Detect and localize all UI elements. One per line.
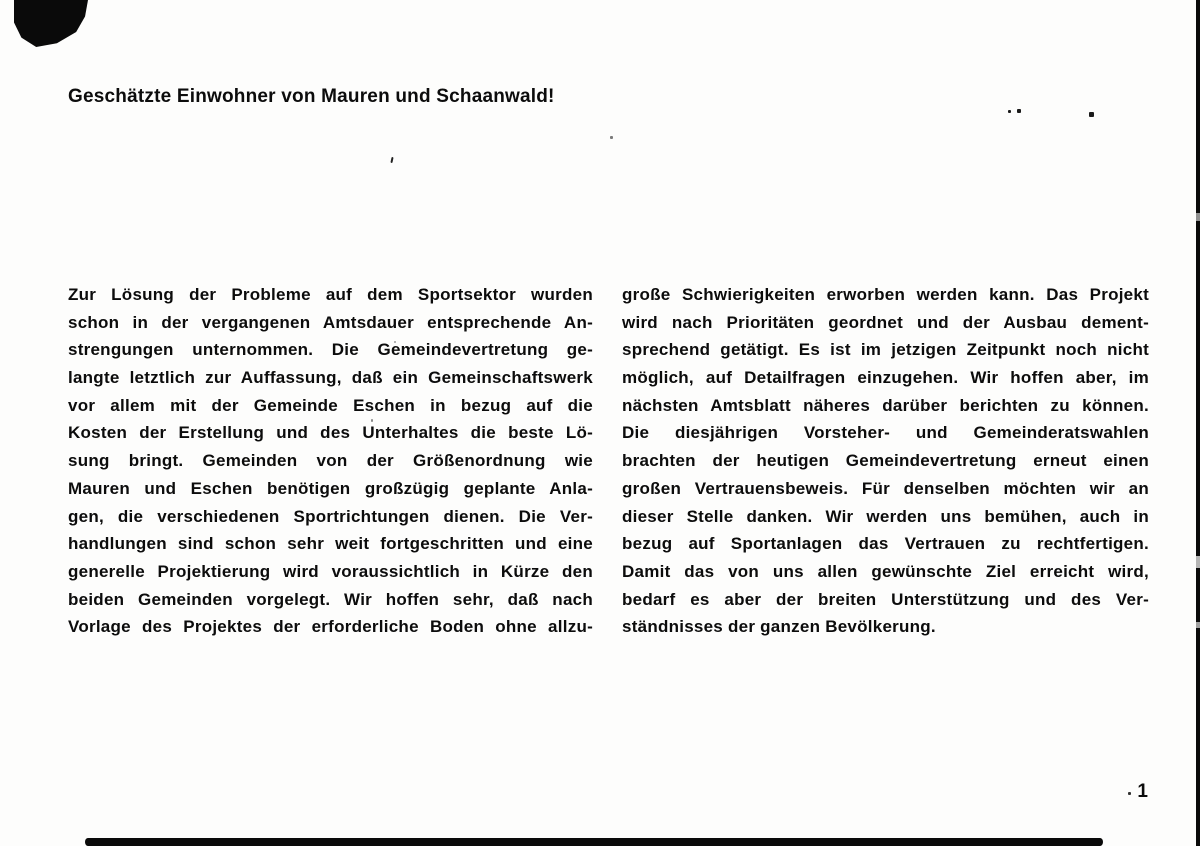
text-line: sung bringt. Gemeinden von der Größenordnung wie [68,451,593,471]
text-line: bedarf es aber der breiten Unterstützung und des Ver- [622,589,1149,609]
text-line: Damit das von uns allen gewünschte Ziel erreicht wird, [622,561,1149,581]
scan-speck [390,157,393,163]
text-line: strengungen unternommen. Die Gemeindevertretung ge- [68,340,593,360]
text-line: große Schwierigkeiten erworben werden kann. Das Projekt [622,285,1149,304]
text-line: sprechend getätigt. Es ist im jetzigen Zeitpunkt noch nicht [622,340,1149,360]
text-line: gen, die verschiedenen Sportrichtungen dienen. Die Ver- [68,506,593,526]
text-line: langte letztlich zur Auffassung, daß ein Gemeinschaftswerk [68,368,593,388]
text-line: vor allem mit der Gemeinde Eschen in bezug auf die [68,395,593,415]
text-column-right [622,281,1149,641]
scan-strip-notch [1196,622,1200,628]
right-edge-scan-strip-artifact [1196,0,1200,846]
text-line: bezug auf Sportanlagen das Vertrauen zu rechtfertigen. [622,534,1149,554]
page-heading: Geschätzte Einwohner von Mauren und Schaanwald! [68,86,555,107]
text-line: schon in der vergangenen Amtsdauer entsprechende An- [68,312,593,332]
text-line: Zur Lösung der Probleme auf dem Sportsektor wurden [68,285,593,304]
scan-speck [1017,109,1021,113]
text-line: möglich, auf Detailfragen einzugehen. Wir hoffen aber, im [622,368,1149,388]
scan-speck [610,136,613,139]
scan-speck [1089,112,1094,117]
bottom-scan-bar-artifact [85,838,1103,846]
text-column-left [68,281,593,641]
text-line: handlungen sind schon sehr weit fortgeschritten und eine [68,534,593,554]
text-line: dieser Stelle danken. Wir werden uns bemühen, auch in [622,506,1149,526]
text-line: großen Vertrauensbeweis. Für denselben möchten wir an [622,478,1149,498]
scan-strip-notch [1196,213,1200,221]
ink-blot-artifact [14,0,88,47]
text-line: Die diesjährigen Vorsteher- und Gemeinderatswahlen [622,423,1149,443]
page-number: 1 [1137,781,1148,802]
text-line: generelle Projektierung wird voraussichtlich in Kürze den [68,561,593,581]
scan-speck [1008,110,1011,113]
text-line: brachten der heutigen Gemeindevertretung erneut einen [622,451,1149,471]
text-line: Vorlage des Projektes der erforderliche Boden ohne allzu- [68,617,593,637]
text-line: Kosten der Erstellung und des Unterhaltes die beste Lö- [68,423,593,443]
text-line: ständnisses der ganzen Bevölkerung. [622,617,936,637]
text-line: wird nach Prioritäten geordnet und der Ausbau dement- [622,312,1149,332]
text-line: beiden Gemeinden vorgelegt. Wir hoffen sehr, daß nach [68,589,593,609]
scan-strip-notch [1196,556,1200,568]
text-line: Mauren und Eschen benötigen großzügig geplante Anla- [68,478,593,498]
text-line: nächsten Amtsblatt näheres darüber berichten zu können. [622,395,1149,415]
